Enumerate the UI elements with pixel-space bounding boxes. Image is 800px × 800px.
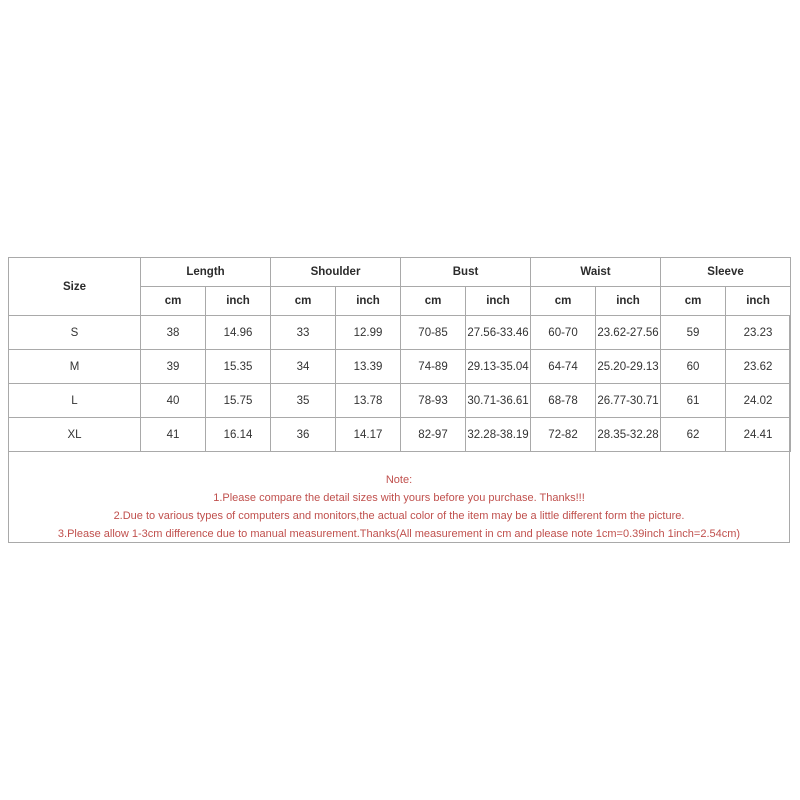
sleeve-inch-cell: 23.62 [726, 350, 791, 384]
bust-inch-header: inch [466, 287, 531, 316]
shoulder-inch-cell: 13.78 [336, 384, 401, 418]
shoulder-inch-cell: 12.99 [336, 316, 401, 350]
shoulder-inch-cell: 14.17 [336, 418, 401, 452]
shoulder-inch-header: inch [336, 287, 401, 316]
waist-inch-cell: 26.77-30.71 [596, 384, 661, 418]
size-table [8, 257, 791, 452]
size-chart [8, 257, 790, 543]
length-cm-cell: 41 [141, 418, 206, 452]
waist-inch-cell: 28.35-32.28 [596, 418, 661, 452]
sleeve-inch-cell: 24.02 [726, 384, 791, 418]
length-inch-header: inch [206, 287, 271, 316]
bust-cm-cell: 70-85 [401, 316, 466, 350]
waist-inch-cell: 25.20-29.13 [596, 350, 661, 384]
size-cell: L [9, 384, 141, 418]
length-cm-cell: 38 [141, 316, 206, 350]
table-row-l [9, 384, 791, 418]
shoulder-cm-cell: 34 [271, 350, 336, 384]
notes-section [9, 453, 789, 543]
bust-cm-cell: 78-93 [401, 384, 466, 418]
table-row-xl [9, 418, 791, 452]
bust-inch-cell: 30.71-36.61 [466, 384, 531, 418]
bust-inch-cell: 29.13-35.04 [466, 350, 531, 384]
length-inch-cell: 14.96 [206, 316, 271, 350]
sleeve-inch-cell: 24.41 [726, 418, 791, 452]
length-cm-header: cm [141, 287, 206, 316]
note-line-2: 2.Due to various types of computers and monitors,the actual color of the item may be a little different form the picture. [113, 510, 685, 522]
length-inch-cell: 15.75 [206, 384, 271, 418]
group-header-row [9, 258, 791, 287]
bust-inch-cell: 32.28-38.19 [466, 418, 531, 452]
table-row-s [9, 316, 791, 350]
bust-header: Bust [401, 258, 531, 287]
size-column-header: Size [9, 258, 141, 316]
bust-cm-cell: 82-97 [401, 418, 466, 452]
sleeve-cm-cell: 61 [661, 384, 726, 418]
length-inch-cell: 16.14 [206, 418, 271, 452]
waist-cm-header: cm [531, 287, 596, 316]
shoulder-cm-cell: 36 [271, 418, 336, 452]
size-cell: XL [9, 418, 141, 452]
shoulder-cm-cell: 33 [271, 316, 336, 350]
waist-cm-cell: 60-70 [531, 316, 596, 350]
bust-cm-header: cm [401, 287, 466, 316]
waist-cm-cell: 72-82 [531, 418, 596, 452]
note-line-1: 1.Please compare the detail sizes with yours before you purchase. Thanks!!! [213, 492, 585, 504]
sleeve-header: Sleeve [661, 258, 791, 287]
length-header: Length [141, 258, 271, 287]
table-row-m [9, 350, 791, 384]
bust-cm-cell: 74-89 [401, 350, 466, 384]
note-line-3: 3.Please allow 1-3cm difference due to manual measurement.Thanks(All measurement in cm and please note 1cm=0.39inch 1inch=2.54cm) [57, 528, 741, 540]
waist-cm-cell: 68-78 [531, 384, 596, 418]
shoulder-header: Shoulder [271, 258, 401, 287]
shoulder-cm-header: cm [271, 287, 336, 316]
sleeve-cm-header: cm [661, 287, 726, 316]
shoulder-inch-cell: 13.39 [336, 350, 401, 384]
sleeve-cm-cell: 62 [661, 418, 726, 452]
waist-inch-cell: 23.62-27.56 [596, 316, 661, 350]
sleeve-cm-cell: 59 [661, 316, 726, 350]
shoulder-cm-cell: 35 [271, 384, 336, 418]
note-title: Note: [385, 474, 413, 486]
bust-inch-cell: 27.56-33.46 [466, 316, 531, 350]
sleeve-cm-cell: 60 [661, 350, 726, 384]
length-cm-cell: 39 [141, 350, 206, 384]
waist-inch-header: inch [596, 287, 661, 316]
size-cell: M [9, 350, 141, 384]
waist-header: Waist [531, 258, 661, 287]
length-cm-cell: 40 [141, 384, 206, 418]
waist-cm-cell: 64-74 [531, 350, 596, 384]
length-inch-cell: 15.35 [206, 350, 271, 384]
sleeve-inch-cell: 23.23 [726, 316, 791, 350]
size-cell: S [9, 316, 141, 350]
sleeve-inch-header: inch [726, 287, 791, 316]
